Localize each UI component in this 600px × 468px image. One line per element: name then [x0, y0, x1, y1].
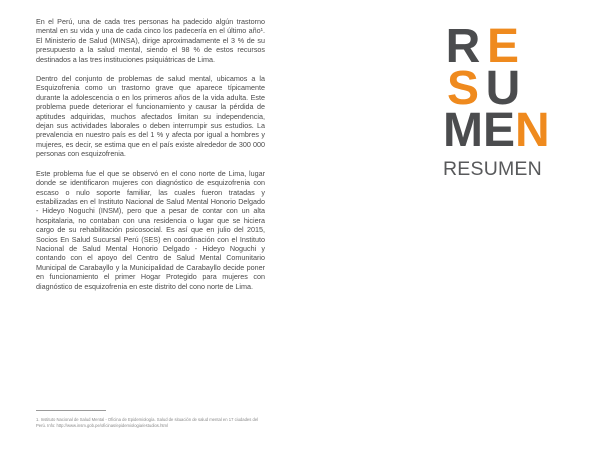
logo-letter-e: E	[486, 20, 519, 73]
resumen-logo	[443, 20, 563, 180]
footnote-divider	[36, 410, 106, 411]
logo-letter-s: S	[446, 62, 479, 115]
body-text-column	[36, 17, 265, 301]
paragraph-project: Este problema fue el que se observó en el cono norte de Lima, lugar donde se identificaron mujeres con diagnóstico de esquizofrenia con escaso o nulo soporte familiar, las cuales fueron tratadas y estabilizadas en el Instituto Nacional de Salud Mental Honorio Delgado - Hideyo Noguchi (INSM), pero que a pesar de contar con un alta hospitalaria, no contaban con una residencia o lugar que se hiciera cargo de su rehabilitación psicosocial. Es así que en julio del 2015, Socios En Salud Sucursal Perú (SES) en coordinación con el Instituto Nacional de Salud Mental Honorio Delgado - Hideyo Noguchi y contando con el apoyo del Centro de Salud Mental Comunitario Municipal de Carabayllo y la Municipalidad de Carabayllo decide poner en funcionamiento el primer Hogar Protegido para mujeres con diagnóstico de esquizofrenia en este distrito del cono norte de Lima.	[36, 168, 265, 291]
paragraph-intro: En el Perú, una de cada tres personas ha padecido algún trastorno mental en su vida y una de cada cinco los padecería en el último año¹. El Ministerio de Salud (MINSA), dirige aproximadamente el 3 % de su presupuesto a la salud mental, siendo el 98 % de estos recursos destinados a las tres instituciones psiquiátricas de Lima.	[36, 17, 265, 64]
logo-letters-me: ME	[443, 104, 515, 157]
logo-caption: RESUMEN	[443, 158, 542, 180]
footnote: 1. Instituto Nacional de Salud Mental - Oficina de Epidemiología. Salud de situación de salud mental en 17 ciudades del Perú. Info: http://www.insm.gob.pe/oficinas/epidemiologia/estudios.html	[36, 417, 259, 428]
logo-letter-u: U	[485, 62, 521, 115]
paragraph-schizophrenia: Dentro del conjunto de problemas de salud mental, ubicamos a la Esquizofrenia como un trastorno grave que aparece típicamente durante la adolescencia o en los primeros años de la vida adulta. Este problema puede deteriorar el funcionamiento y causar la pérdida de aptitudes adquiridas, muchos afectados limitan su independencia, dejan sus actividades laborales o deben interrumpir sus estudios. La prevalencia en nuestro país es del 1 % y afecta por igual a hombres y mujeres, es decir, se estima que en el país existe alrededor de 300 000 personas con esquizofrenia.	[36, 74, 265, 159]
logo-row-3	[443, 104, 563, 157]
logo-letter-n: N	[515, 104, 550, 157]
logo-letter-r: R	[445, 20, 481, 73]
